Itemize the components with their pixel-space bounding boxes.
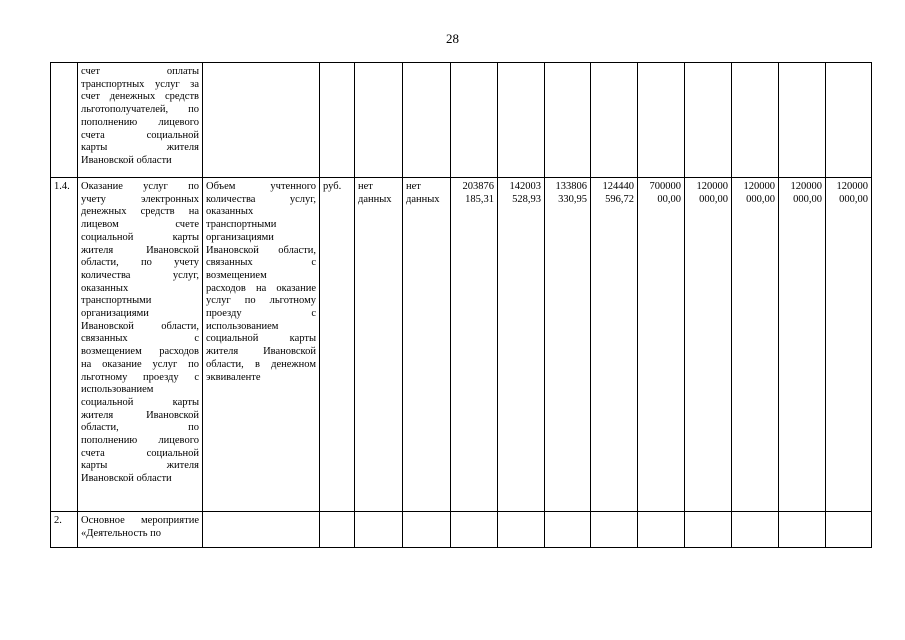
measure-name-cell xyxy=(78,63,203,178)
value-cell xyxy=(498,63,545,178)
value-cell xyxy=(826,512,872,548)
value-cell xyxy=(685,512,732,548)
value-cell xyxy=(545,63,591,178)
indicator-text-line: социальной карты xyxy=(206,333,316,345)
value-cell: 203876 185,31 xyxy=(451,178,498,512)
indicator-text-line: использованием xyxy=(206,320,279,332)
value-cell: 120000 000,00 xyxy=(826,178,872,512)
measure-text-line: использованием xyxy=(81,384,154,396)
measure-text-line: счета социальной xyxy=(81,129,199,141)
value-cell xyxy=(451,63,498,178)
indicator-name-cell xyxy=(203,63,320,178)
measure-text-line: Оказание услуг по xyxy=(81,181,199,192)
page-number: 28 xyxy=(446,31,459,46)
measure-name-cell xyxy=(78,512,203,548)
measure-text-line: счет оплаты xyxy=(81,66,199,77)
table-row xyxy=(51,178,872,512)
measure-text-line: карты жителя xyxy=(81,142,199,154)
value-cell: 120000 000,00 xyxy=(685,178,732,512)
indicator-text-line: связанных с xyxy=(206,257,316,269)
measure-text-line: количества услуг, xyxy=(81,269,199,281)
measure-text-line: жителя Ивановской xyxy=(81,409,199,421)
measure-text-line: социальной карты xyxy=(81,396,199,408)
indicator-text-line: транспортными xyxy=(206,219,277,231)
indicator-text-line: жителя Ивановской xyxy=(206,346,316,358)
indicator-text-line: оказанных xyxy=(206,206,254,218)
row-number-cell: 2. xyxy=(51,512,78,548)
measure-text-line: льготополучателей, по xyxy=(81,104,199,116)
measure-text-line: области, по xyxy=(81,422,199,434)
unit-cell xyxy=(320,512,355,548)
value-cell xyxy=(545,512,591,548)
measure-text-line: Ивановской области, xyxy=(81,320,199,332)
measure-text-line: оказанных xyxy=(81,282,129,294)
measure-text-line: счет денежных средств xyxy=(81,91,199,103)
unit-cell: руб. xyxy=(320,178,355,512)
value-cell xyxy=(591,512,638,548)
measure-text-line: денежных средств на xyxy=(81,206,199,218)
indicator-text-line: Ивановской области, xyxy=(206,244,316,256)
table-row xyxy=(51,63,872,178)
value-cell: 133806 330,95 xyxy=(545,178,591,512)
measure-text-line: на оказание услуг по xyxy=(81,358,199,370)
indicator-text-line: Объем учтенного xyxy=(206,181,316,192)
value-cell xyxy=(638,63,685,178)
value-cell xyxy=(638,512,685,548)
measure-text-line: организациями xyxy=(81,308,149,320)
value-cell xyxy=(779,512,826,548)
value-cell: 142003 528,93 xyxy=(498,178,545,512)
indicator-text-line: организациями xyxy=(206,231,274,243)
measure-text-line: транспортными xyxy=(81,295,152,307)
program-table xyxy=(50,62,872,548)
value-cell xyxy=(779,63,826,178)
indicator-name-cell xyxy=(203,178,320,512)
value-cell xyxy=(355,63,403,178)
indicator-text-line: возмещением xyxy=(206,269,267,281)
measure-name-cell xyxy=(78,178,203,512)
value-cell: 124440 596,72 xyxy=(591,178,638,512)
measure-text-line: «Деятельность по xyxy=(81,527,161,539)
unit-cell xyxy=(320,63,355,178)
indicator-text-line: услуг по льготному xyxy=(206,295,316,307)
value-cell xyxy=(403,512,451,548)
measure-text-line: учету электронных xyxy=(81,193,199,205)
value-cell xyxy=(403,63,451,178)
indicator-text-line: расходов на оказание xyxy=(206,282,316,294)
indicator-name-cell xyxy=(203,512,320,548)
value-cell xyxy=(451,512,498,548)
measure-text-line: пополнению лицевого xyxy=(81,116,199,128)
value-cell: 700000 00,00 xyxy=(638,178,685,512)
measure-text-line: социальной карты xyxy=(81,231,199,243)
measure-text-line: Ивановской области xyxy=(81,154,172,166)
table-row xyxy=(51,512,872,548)
measure-text-line: Ивановской области xyxy=(81,473,172,485)
table-body xyxy=(51,63,872,548)
measure-text-line: лицевом счете xyxy=(81,219,199,231)
measure-text-line: транспортных услуг за xyxy=(81,78,199,90)
measure-text-line: возмещением расходов xyxy=(81,346,199,358)
value-cell xyxy=(732,63,779,178)
value-cell xyxy=(355,512,403,548)
value-cell xyxy=(826,63,872,178)
value-cell xyxy=(591,63,638,178)
measure-text-line: пополнению лицевого xyxy=(81,435,199,447)
measure-text-line: льготному проезду с xyxy=(81,371,199,383)
row-number-cell: 1.4. xyxy=(51,178,78,512)
row-number-cell xyxy=(51,63,78,178)
measure-text-line: Основное мероприятие xyxy=(81,515,199,526)
indicator-text-line: эквиваленте xyxy=(206,371,261,383)
measure-text-line: связанных с xyxy=(81,333,199,345)
value-cell: 120000 000,00 xyxy=(732,178,779,512)
measure-text-line: карты жителя xyxy=(81,460,199,472)
measure-text-line: счета социальной xyxy=(81,447,199,459)
value-cell: нет данных xyxy=(355,178,403,512)
measure-text-line: жителя Ивановской xyxy=(81,244,199,256)
indicator-text-line: области, в денежном xyxy=(206,358,316,370)
value-cell xyxy=(685,63,732,178)
value-cell xyxy=(732,512,779,548)
value-cell: нет данных xyxy=(403,178,451,512)
indicator-text-line: количества услуг, xyxy=(206,193,316,205)
indicator-text-line: проезду с xyxy=(206,308,316,320)
value-cell: 120000 000,00 xyxy=(779,178,826,512)
measure-text-line: области, по учету xyxy=(81,257,199,269)
value-cell xyxy=(498,512,545,548)
